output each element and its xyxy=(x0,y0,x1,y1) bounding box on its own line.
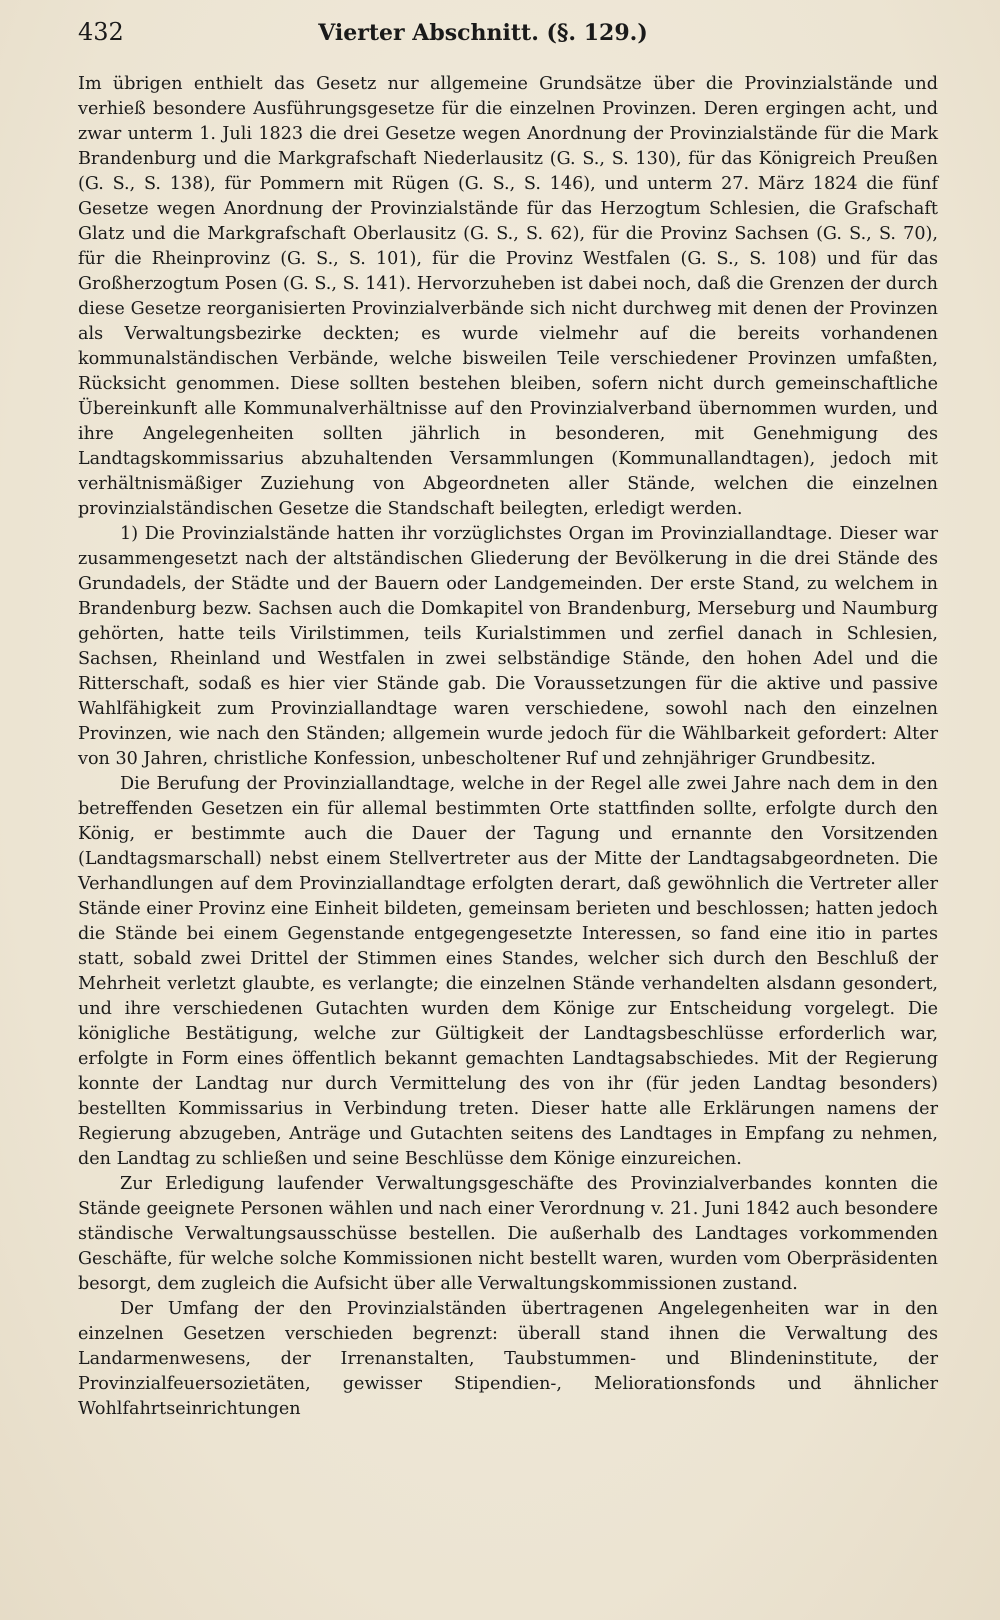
paragraph: 1) Die Provinzialstände hatten ihr vorzüglichstes Organ im Provinziallandtage. Dieser war zusammengesetzt nach der altständischen Gliederung der Bevölkerung in die drei Stände des Grundadels, der Städte und der Bauern oder Landgemeinden. Der erste Stand, zu welchem in Brandenburg bezw. Sachsen auch die Domkapitel von Brandenburg, Merseburg und Naumburg gehörten, hatte teils Virilstimmen, teils Kurialstimmen und zerfiel danach in Schlesien, Sachsen, Rheinland und Westfalen in zwei selbständige Stände, den hohen Adel und die Ritterschaft, sodaß es hier vier Stände gab. Die Voraussetzungen für die aktive und passive Wahlfähigkeit zum Provinziallandtage waren verschiedene, sowohl nach den einzelnen Provinzen, wie nach den Ständen; allgemein wurde jedoch für die Wählbarkeit gefordert: Alter von 30 Jahren, christliche Konfession, unbescholtener Ruf und zehnjähriger Grundbesitz. xyxy=(78,524,938,769)
page-header xyxy=(78,18,938,58)
page-number: 432 xyxy=(78,18,124,46)
paragraph: Der Umfang der den Provinzialständen übertragenen Angelegenheiten war in den einzelnen Gesetzen verschieden begrenzt: überall stand ihnen die Verwaltung des Landarmenwesens, der Irrenanstalten, Taubstummen- und Blindeninstitute, der Provinzialfeuersozietäten, gewisser Stipendien-, Meliorationsfonds und ähnlicher Wohlfahrtseinrichtungen xyxy=(78,1299,938,1419)
paragraph: Zur Erledigung laufender Verwaltungsgeschäfte des Provinzialverbandes konnten die Stände geeignete Personen wählen und nach einer Verordnung v. 21. Juni 1842 auch besondere ständische Verwaltungsausschüsse bestellen. Die außerhalb des Landtages vorkommenden Geschäfte, für welche solche Kommissionen nicht bestellt waren, wurden vom Oberpräsidenten besorgt, dem zugleich die Aufsicht über alle Verwaltungskommissionen zustand. xyxy=(78,1174,938,1294)
paragraph: Die Berufung der Provinziallandtage, welche in der Regel alle zwei Jahre nach dem in den betreffenden Gesetzen ein für allemal bestimmten Orte stattfinden sollte, erfolgte durch den König, er bestimmte auch die Dauer der Tagung und ernannte den Vorsitzenden (Landtagsmarschall) nebst einem Stellvertreter aus der Mitte der Landtagsabgeordneten. Die Verhandlungen auf dem Provinziallandtage erfolgten derart, daß gewöhnlich die Vertreter aller Stände einer Provinz eine Einheit bildeten, gemeinsam berieten und beschlossen; hatten jedoch die Stände bei einem Gegenstande entgegengesetzte Interessen, so fand eine itio in partes statt, sobald zwei Drittel der Stimmen eines Standes, welcher sich durch den Beschluß der Mehrheit verletzt glaubte, es verlangte; die einzelnen Stände verhandelten alsdann gesondert, und ihre verschiedenen Gutachten wurden dem Könige zur Entscheidung vorgelegt. Die königliche Bestätigung, welche zur Gültigkeit der Landtagsbeschlüsse erforderlich war, erfolgte in Form eines öffentlich bekannt gemachten Landtagsabschiedes. Mit der Regierung konnte der Landtag nur durch Vermittelung des von ihr (für jeden Landtag besonders) bestellten Kommissarius in Verbindung treten. Dieser hatte alle Erklärungen namens der Regierung abzugeben, Anträge und Gutachten seitens des Landtages in Empfang zu nehmen, den Landtag zu schließen und seine Beschlüsse dem Könige einzureichen. xyxy=(78,774,938,1169)
body-text xyxy=(78,72,938,1422)
paragraph: Im übrigen enthielt das Gesetz nur allgemeine Grundsätze über die Provinzialstände und verhieß besondere Ausführungsgesetze für die einzelnen Provinzen. Deren ergingen acht, und zwar unterm 1. Juli 1823 die drei Gesetze wegen Anordnung der Provinzialstände für die Mark Brandenburg und die Markgrafschaft Niederlausitz (G. S., S. 130), für das Königreich Preußen (G. S., S. 138), für Pommern mit Rügen (G. S., S. 146), und unterm 27. März 1824 die fünf Gesetze wegen Anordnung der Provinzialstände für das Herzogtum Schlesien, die Grafschaft Glatz und die Markgrafschaft Oberlausitz (G. S., S. 62), für die Provinz Sachsen (G. S., S. 70), für die Rheinprovinz (G. S., S. 101), für die Provinz Westfalen (G. S., S. 108) und für das Großherzogtum Posen (G. S., S. 141). Hervorzuheben ist dabei noch, daß die Grenzen der durch diese Gesetze reorganisierten Provinzialverbände sich nicht durchweg mit denen der Provinzen als Verwaltungsbezirke deckten; es wurde vielmehr auf die bereits vorhandenen kommunalständischen Verbände, welche bisweilen Teile verschiedener Provinzen umfaßten, Rücksicht genommen. Diese sollten bestehen bleiben, sofern nicht durch gemeinschaftliche Übereinkunft alle Kommunalverhältnisse auf den Provinzialverband übernommen wurden, und ihre Angelegenheiten sollten jährlich in besonderen, mit Genehmigung des Landtagskommissarius abzuhaltenden Versammlungen (Kommunallandtagen), jedoch mit verhältnismäßiger Zuziehung von Abgeordneten aller Stände, welchen die einzelnen provinzialständischen Gesetze die Standschaft beilegten, erledigt werden. xyxy=(78,74,938,519)
running-head: Vierter Abschnitt. (§. 129.) xyxy=(318,20,648,46)
